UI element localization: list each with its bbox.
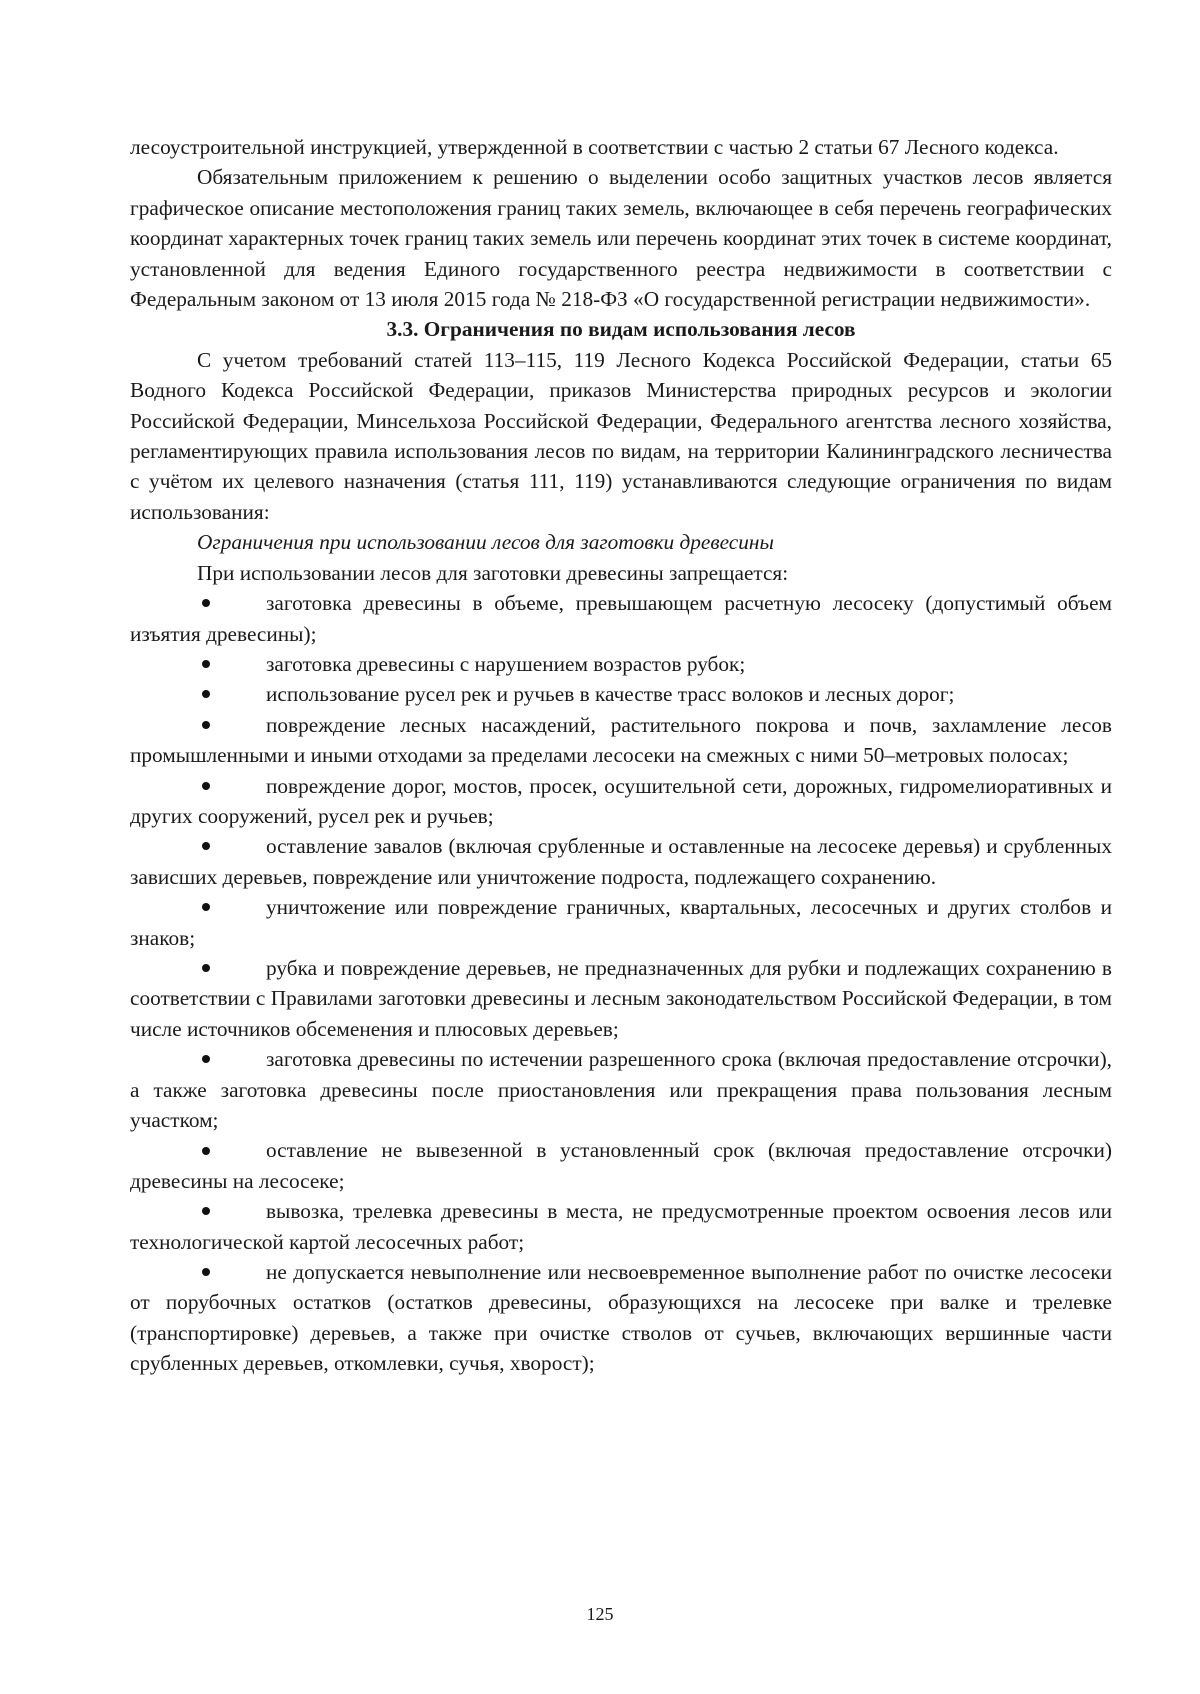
list-item: заготовка древесины с нарушением возрастов рубок; xyxy=(130,649,1112,679)
paragraph-appendix: Обязательным приложением к решению о выделении особо защитных участков лесов является графическое описание местоположения границ таких земель, включающее в себя перечень географических координат характерных точек границ таких земель или перечень координат этих точек в системе координат, установленной для ведения Единого государственного реестра недвижимости в соответствии с Федеральным законом от 13 июля 2015 года № 218-ФЗ «О государственной регистрации недвижимости». xyxy=(130,165,1112,312)
list-item: заготовка древесины по истечении разрешенного срока (включая предоставление отсрочки), а также заготовка древесины после приостановления или прекращения права пользования лесным участком; xyxy=(130,1047,1112,1132)
paragraph-continuation: лесоустроительной инструкцией, утвержденной в соответствии с частью 2 статьи 67 Лесного кодекса. xyxy=(130,135,1059,159)
bullet-icon xyxy=(202,782,210,790)
paragraph-requirements: С учетом требований статей 113–115, 119 Лесного Кодекса Российской Федерации, статьи 65 Водного Кодекса Российской Федерации, приказов Министерства природных ресурсов и экологии Российской Федерации, Минсельхоза Российской Федерации, Федерального агентства лесного хозяйства, регламентирующих правила использования лесов по видам, на территории Калининградского лесничества с учётом их целевого назначения (статья 111, 119) устанавливаются следующие ограничения по видам использования: xyxy=(130,347,1112,524)
list-item: повреждение дорог, мостов, просек, осушительной сети, дорожных, гидромелиоративных и других сооружений, русел рек и ручьев; xyxy=(130,773,1112,828)
bullet-icon xyxy=(202,842,210,850)
bullet-icon xyxy=(202,903,210,911)
list-item: вывозка, трелевка древесины в места, не предусмотренные проектом освоения лесов или технологической картой лесосечных работ; xyxy=(130,1199,1112,1254)
list-item: оставление не вывезенной в установленный срок (включая предоставление отсрочки) древесины на лесосеке; xyxy=(130,1138,1112,1193)
page-number: 125 xyxy=(586,1604,614,1624)
bullet-icon xyxy=(202,1268,210,1276)
list-item: уничтожение или повреждение граничных, квартальных, лесосечных и других столбов и знаков; xyxy=(130,895,1112,950)
bullet-icon xyxy=(202,1147,210,1155)
bullet-list xyxy=(130,588,1112,1379)
bullet-icon xyxy=(202,964,210,972)
subsection-heading: Ограничения при использовании лесов для заготовки древесины xyxy=(197,530,774,555)
bullet-icon xyxy=(202,1055,210,1063)
list-item: оставление завалов (включая срубленные и оставленные на лесосеке деревья) и срубленных зависших деревьев, повреждение или уничтожение подроста, подлежащего сохранению. xyxy=(130,834,1112,889)
paragraph-intro: При использовании лесов для заготовки древесины запрещается: xyxy=(197,560,789,585)
bullet-icon xyxy=(202,690,210,698)
bullet-icon xyxy=(202,721,210,729)
list-item: повреждение лесных насаждений, растительного покрова и почв, захламление лесов промышленными и иными отходами за пределами лесосеки на смежных с ними 50–метровых полосах; xyxy=(130,712,1112,768)
section-heading: 3.3. Ограничения по видам использования лесов xyxy=(386,317,856,342)
bullet-icon xyxy=(202,1207,210,1215)
list-item: использование русел рек и ручьев в качестве трасс волоков и лесных дорог; xyxy=(130,679,1112,709)
list-item: рубка и повреждение деревьев, не предназначенных для рубки и подлежащих сохранению в соответствии с Правилами заготовки древесины и лесным законодательством Российской Федерации, в том числе источников обсеменения и плюсовых деревьев; xyxy=(130,955,1112,1041)
bullet-icon xyxy=(202,660,210,668)
bullet-icon xyxy=(202,599,210,607)
document-body xyxy=(130,132,1112,1379)
list-item: заготовка древесины в объеме, превышающем расчетную лесосеку (допустимый объем изъятия древесины); xyxy=(130,591,1112,646)
list-item: не допускается невыполнение или несвоевременное выполнение работ по очистке лесосеки от порубочных остатков (остатков древесины, образующихся на лесосеке при валке и трелевке (транспортировке) деревьев, а также при очистке стволов от сучьев, включающих вершинные части срубленных деревьев, откомлевки, сучья, хворост); xyxy=(130,1260,1112,1376)
